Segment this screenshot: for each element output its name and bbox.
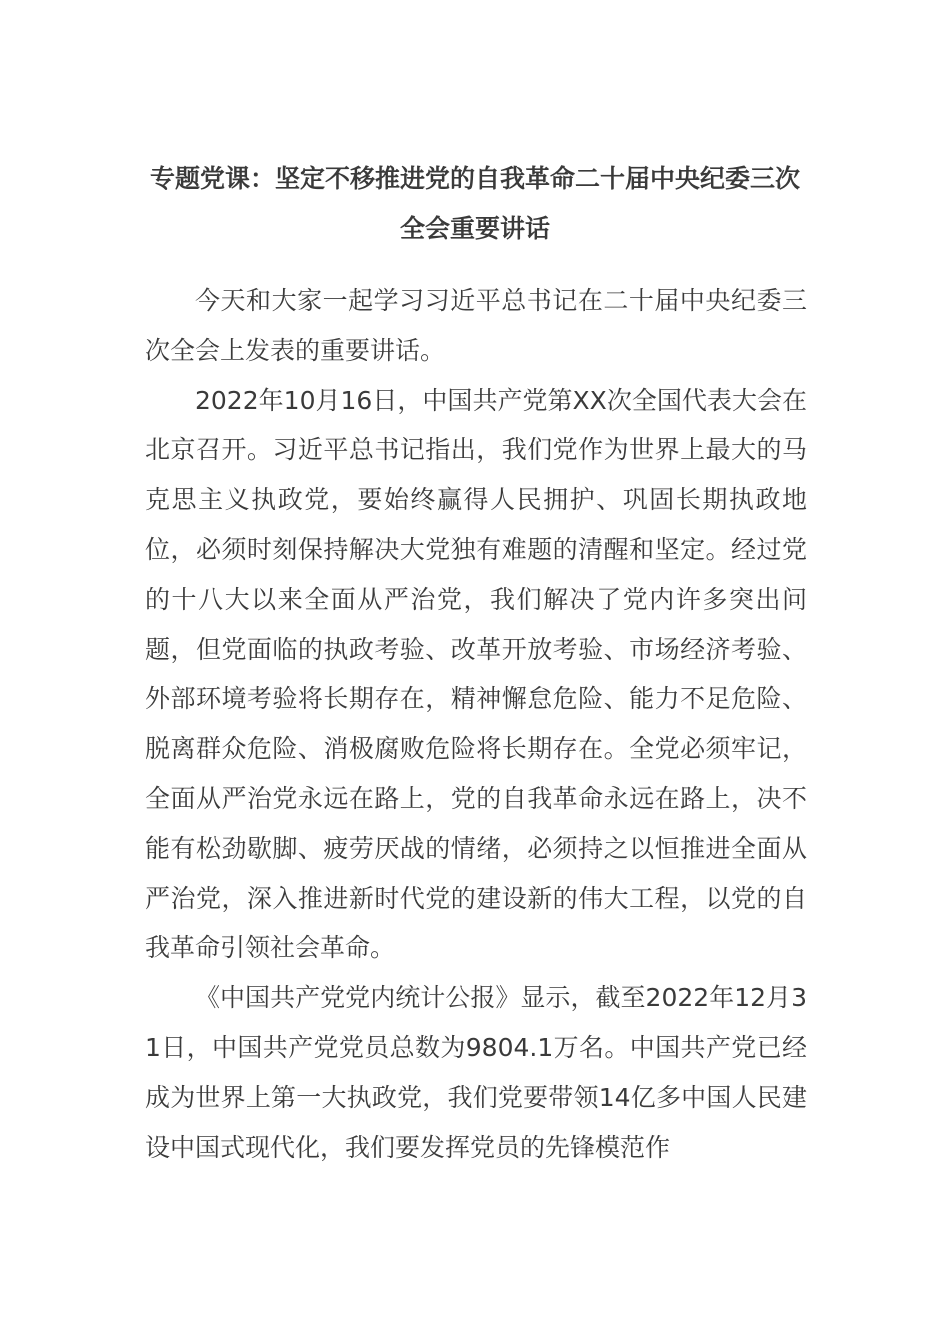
paragraph-statistics: 《中国共产党党内统计公报》显示，截至2022年12月31日，中国共产党党员总数为9804.1万名。中国共产党已经成为世界上第一大执政党，我们党要带领14亿多中国人民建设中国式现代化，我们要发挥党员的先锋模范作 [145,983,807,1162]
paragraph-congress: 2022年10月16日，中国共产党第XX次全国代表大会在北京召开。习近平总书记指出，我们党作为世界上最大的马克思主义执政党，要始终赢得人民拥护、巩固长期执政地位，必须时刻保持解决大党独有难题的清醒和坚定。经过党的十八大以来全面从严治党，我们解决了党内许多突出问题，但党面临的执政考验、改革开放考验、市场经济考验、外部环境考验将长期存在，精神懈怠危险、能力不足危险、脱离群众危险、消极腐败危险将长期存在。全党必须牢记，全面从严治党永远在路上，党的自我革命永远在路上，决不能有松劲歇脚、疲劳厌战的情绪，必须持之以恒推进全面从严治党，深入推进新时代党的建设新的伟大工程，以党的自我革命引领社会革命。 [145,385,807,963]
document-title: 专题党课：坚定不移推进党的自我革命二十届中央纪委三次全会重要讲话 [149,164,800,243]
paragraph-intro: 今天和大家一起学习习近平总书记在二十届中央纪委三次全会上发表的重要讲话。 [145,286,807,365]
document-body [145,276,807,1172]
